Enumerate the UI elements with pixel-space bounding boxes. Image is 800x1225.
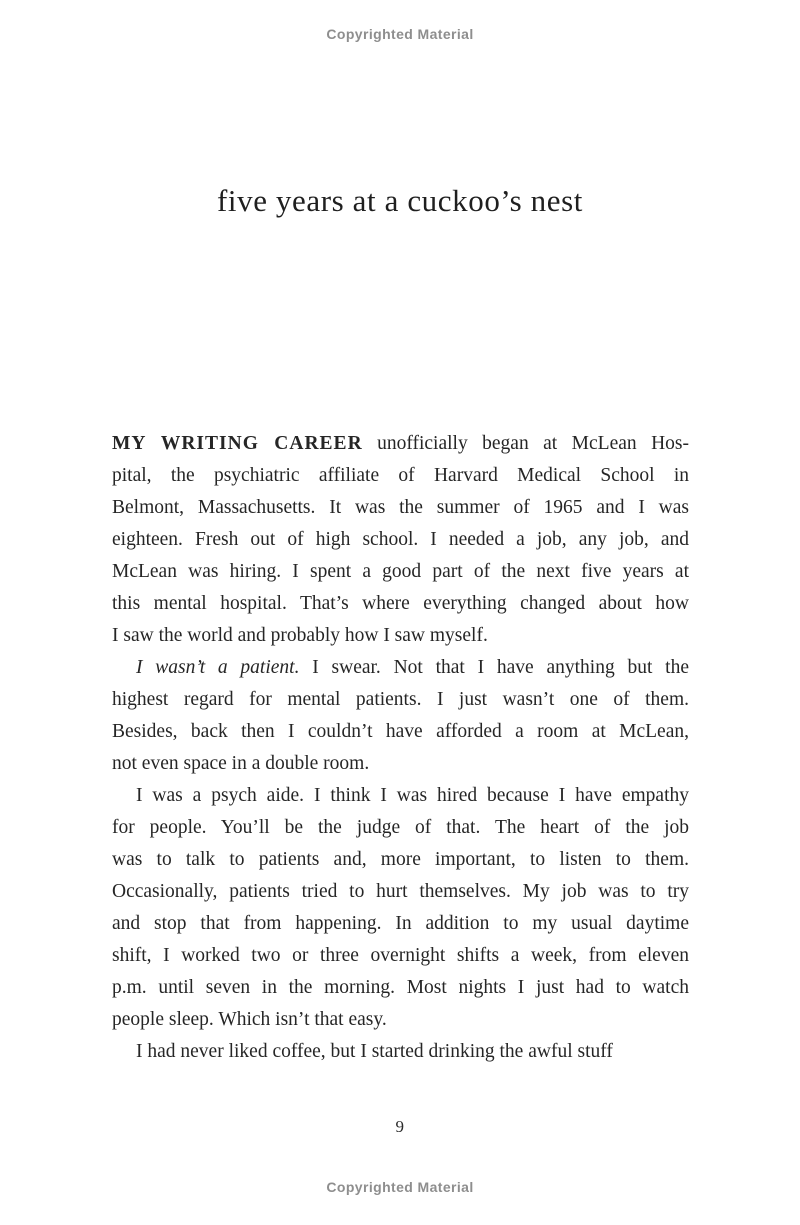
text-line: I had never liked coffee, but I started drinking the awful stuff [136, 1041, 613, 1062]
text-line: shift, I worked two or three overnight shifts a week, from eleven [112, 945, 689, 966]
text-line: I saw the world and probably how I saw myself. [112, 625, 488, 646]
paragraph [112, 652, 689, 780]
text-line [112, 428, 689, 460]
text-line: Occasionally, patients tried to hurt themselves. My job was to try [112, 881, 689, 902]
text-line-rest: I swear. Not that I have anything but the [299, 657, 690, 678]
paragraph-lead-italic: I wasn’t a patient. [136, 657, 300, 678]
text-line [112, 652, 689, 684]
text-line: for people. You’ll be the judge of that. The heart of the job [112, 817, 689, 838]
paragraph [112, 428, 689, 652]
text-line: McLean was hiring. I spent a good part of the next five years at [112, 561, 689, 582]
paragraph [112, 1036, 689, 1068]
text-line: not even space in a double room. [112, 753, 370, 774]
text-line: I was a psych aide. I think I was hired because I have empathy [136, 785, 689, 806]
text-line: pital, the psychiatric affiliate of Harvard Medical School in [112, 465, 689, 486]
body-text [112, 428, 689, 1068]
page-number: 9 [395, 1117, 405, 1136]
text-line-rest: unofficially began at McLean Hos- [362, 433, 689, 454]
copyright-notice-top: Copyrighted Material [326, 26, 474, 42]
text-line: Besides, back then I couldn’t have afforded a room at McLean, [112, 721, 689, 742]
text-line: was to talk to patients and, more important, to listen to them. [112, 849, 689, 870]
text-line: people sleep. Which isn’t that easy. [112, 1009, 387, 1030]
text-line: and stop that from happening. In addition to my usual daytime [112, 913, 689, 934]
text-line: p.m. until seven in the morning. Most nights I just had to watch [112, 977, 689, 998]
text-line: highest regard for mental patients. I just wasn’t one of them. [112, 689, 689, 710]
text-line: eighteen. Fresh out of high school. I needed a job, any job, and [112, 529, 689, 550]
text-line: this mental hospital. That’s where everything changed about how [112, 593, 689, 614]
copyright-notice-bottom: Copyrighted Material [326, 1179, 474, 1195]
paragraph [112, 780, 689, 1036]
text-line: Belmont, Massachusetts. It was the summer of 1965 and I was [112, 497, 689, 518]
paragraph-lead-smallcaps: MY WRITING CAREER [112, 433, 363, 454]
chapter-title: five years at a cuckoo’s nest [216, 183, 583, 218]
